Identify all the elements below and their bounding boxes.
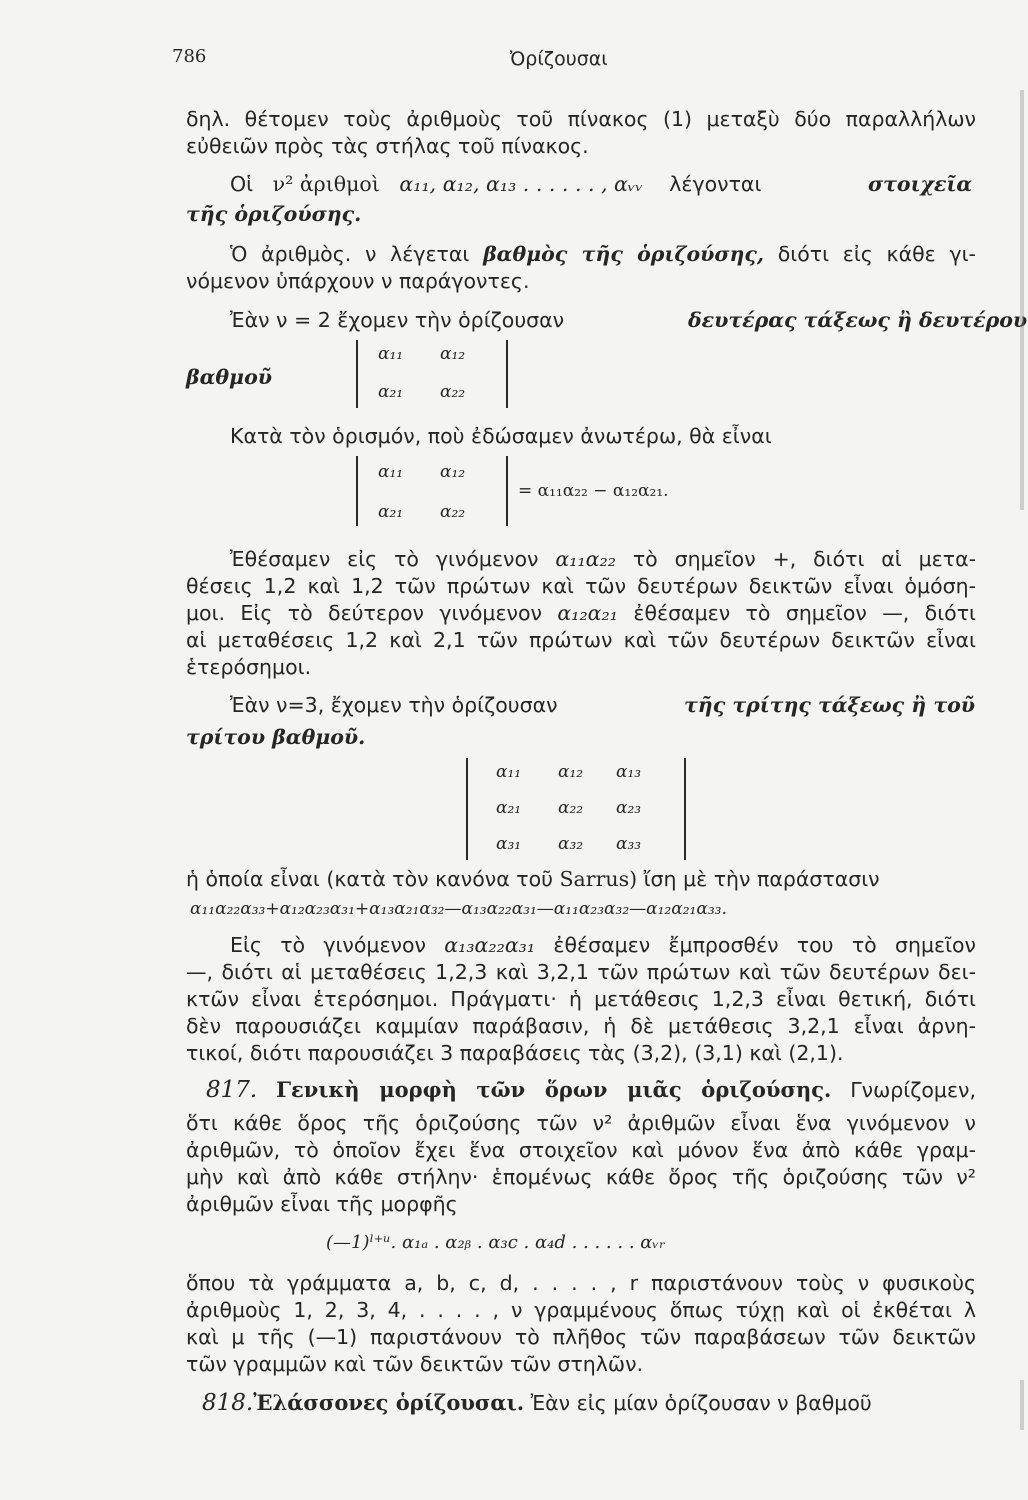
text-line: τικοί, διότι παρουσιάζει 3 παραβάσεις τὰς (3,2), (3,1) καὶ (2,1). [186, 1041, 844, 1065]
text-line: Ἐθέσαμεν εἰς τὸ γινόμενον α₁₁α₂₂ τὸ σημεῖον +, διότι αἱ μετα- [230, 547, 976, 571]
text-line: δὲν παρουσιάζει καμμίαν παράβασιν, ἡ δὲ μετάθεσις 3,2,1 εἶναι ἀρνη- [186, 1014, 976, 1038]
text-line: τῆς ὁριζούσης. [186, 202, 362, 226]
matrix-cell: α₁₁ [496, 762, 522, 782]
matrix-cell: α₂₂ [558, 798, 584, 818]
term-vathmou: βαθμοῦ [186, 365, 272, 389]
determinant-bar-left [356, 340, 358, 408]
matrix-cell: α₂₁ [496, 798, 522, 818]
determinant-expansion: = α₁₁α₂₂ − α₁₂α₂₁. [518, 481, 669, 501]
section-number: 817. [206, 1077, 258, 1103]
section-title: Γενικὴ μορφὴ τῶν ὅρων μιᾶς ὁριζούσης. [276, 1077, 832, 1102]
text-line: Ἐὰν ν = 2 ἔχομεν τὴν ὁρίζουσαν [230, 308, 565, 332]
running-title: Ὀρίζουσαι [510, 48, 608, 70]
text-line: —, διότι αἱ μεταθέσεις 1,2,3 καὶ 3,2,1 τῶν πρώτων καὶ τῶν δευτέρων δει- [186, 960, 976, 984]
text-line: ὅπου τὰ γράμματα a, b, c, d, . . . . , r παριστάνουν τοὺς ν φυσικοὺς [186, 1271, 976, 1295]
general-term-formula: (—1)ˡ⁺ᵘ. α₁ₐ . α₂ᵦ . α₃c . α₄d . . . . . . αᵥᵣ [326, 1232, 666, 1253]
matrix-cell: α₁₃ [616, 762, 642, 782]
determinant-2x2-a [356, 340, 516, 410]
page-number: 786 [172, 46, 207, 67]
text-line: κτῶν εἶναι ἑτερόσημοι. Πράγματι· ἡ μετάθεσις 1,2,3 εἶναι θετική, διότι [186, 987, 976, 1011]
matrix-cell: α₂₁ [378, 502, 404, 522]
scan-edge-mark [1020, 90, 1024, 510]
text-line: εὐθειῶν πρὸς τὰς στήλας τοῦ πίνακος. [186, 134, 589, 158]
text-line: Εἰς τὸ γινόμενον α₁₃α₂₂α₃₁ ἐθέσαμεν ἔμπροσθέν του τὸ σημεῖον [230, 933, 977, 957]
scan-edge-mark [1020, 1380, 1024, 1430]
text-line: τῶν γραμμῶν καὶ τῶν δεικτῶν τῶν στηλῶν. [186, 1352, 644, 1376]
text-line: Κατὰ τὸν ὁρισμόν, ποὺ ἐδώσαμεν ἀνωτέρω, θὰ εἶναι [230, 424, 772, 448]
text-line: Ὁ ἀριθμὸς. ν λέγεται βαθμὸς τῆς ὁριζούσης, διότι εἰς κάθε γι- [230, 242, 976, 266]
matrix-cell: α₃₂ [558, 834, 584, 854]
text-line: νόμενον ὑπάρχουν ν παράγοντες. [186, 269, 530, 293]
matrix-cell: α₃₃ [616, 834, 642, 854]
term-tritou-vathmou: τρίτου βαθμοῦ. [186, 725, 366, 749]
text-line: καὶ μ τῆς (—1) παριστάνουν τὸ πλῆθος τῶν παραβάσεων τῶν δεικτῶν [186, 1325, 976, 1349]
matrix-cell: α₁₂ [440, 462, 466, 482]
term-stoicheia: στοιχεῖα [868, 172, 973, 196]
determinant-bar-right [506, 456, 508, 526]
matrix-cell: α₂₃ [616, 798, 642, 818]
determinant-bar-left [356, 456, 358, 526]
section-title: Ἐλάσσονες ὁρίζουσαι. [253, 1390, 525, 1415]
text-line: μοι. Εἰς τὸ δεύτερον γινόμενον α₁₂α₂₁ ἐθέσαμεν τὸ σημεῖον —, διότι [186, 601, 976, 625]
text-line: ἀριθμῶν εἶναι τῆς μορφῆς [186, 1192, 458, 1216]
determinant-bar-left [466, 758, 468, 860]
matrix-cell: α₁₂ [558, 762, 584, 782]
matrix-cell: α₂₂ [440, 382, 466, 402]
determinant-bar-right [684, 758, 686, 860]
text-line: ἑτερόσημοι. [186, 655, 312, 679]
text-line: δηλ. θέτομεν τοὺς ἀριθμοὺς τοῦ πίνακος (1) μεταξὺ δύο παραλλήλων [186, 107, 976, 131]
text-line: ἀριθμοὺς 1, 2, 3, 4, . . . . , ν γραμμένους ὅπως τύχῃ καὶ οἱ ἐκθέται λ [186, 1298, 976, 1322]
text-line: ἡ ὁποία εἶναι (κατὰ τὸν κανόνα τοῦ Sarrus) ἴση μὲ τὴν παράστασιν [186, 867, 880, 891]
matrix-cell: α₂₁ [378, 382, 404, 402]
text-line: Ἐὰν ν=3, ἔχομεν τὴν ὁρίζουσαν [230, 693, 558, 717]
determinant-3x3 [466, 758, 696, 862]
text-line: ἀριθμῶν, τὸ ὁποῖον ἔχει ἕνα στοιχεῖον καὶ μόνον ἕνα ἀπὸ κάθε γραμ- [186, 1138, 976, 1162]
text-line: αἱ μεταθέσεις 1,2 καὶ 2,1 τῶν πρώτων καὶ τῶν δευτέρων δεικτῶν εἶναι [186, 628, 976, 652]
text-line: ὅτι κάθε ὅρος τῆς ὁριζούσης τῶν ν² ἀριθμῶν εἶναι ἕνα γινόμενον ν [186, 1111, 976, 1135]
section-number: 818. [202, 1390, 254, 1416]
term-deuteras-taxeos: δευτέρας τάξεως ἢ δευτέρου [688, 308, 1028, 332]
term-tritis-taxeos: τῆς τρίτης τάξεως ἢ τοῦ [684, 693, 976, 717]
text-line: Οἱ ν² ἀριθμοὶ α₁₁, α₁₂, α₁₃ . . . . . . , αᵥᵥ λέγονται [230, 172, 762, 196]
matrix-cell: α₁₁ [378, 462, 404, 482]
sarrus-expansion: α₁₁α₂₂α₃₃+α₁₂α₂₃α₃₁+α₁₃α₂₁α₃₂—α₁₃α₂₂α₃₁—α₁₁α₂₃α₃₂—α₁₂α₂₁α₃₃. [190, 899, 727, 919]
text-line: μὴν καὶ ἀπὸ κάθε στήλην· ἑπομένως κάθε ὅρος τῆς ὁριζούσης τῶν ν² [186, 1165, 976, 1189]
section-818-heading: 818.Ἐλάσσονες ὁρίζουσαι. Ἐὰν εἰς μίαν ὁρίζουσαν ν βαθμοῦ [202, 1390, 872, 1416]
matrix-cell: α₂₂ [440, 502, 466, 522]
determinant-2x2-b [356, 456, 516, 528]
text-line: θέσεις 1,2 καὶ 1,2 τῶν πρώτων καὶ τῶν δευτέρων δεικτῶν εἶναι ὁμόση- [186, 574, 976, 598]
section-817-heading: 817. Γενικὴ μορφὴ τῶν ὅρων μιᾶς ὁριζούσης. Γνωρίζομεν, [206, 1077, 976, 1103]
determinant-bar-right [506, 340, 508, 408]
matrix-cell: α₃₁ [496, 834, 522, 854]
matrix-cell: α₁₁ [378, 344, 404, 364]
matrix-cell: α₁₂ [440, 344, 466, 364]
